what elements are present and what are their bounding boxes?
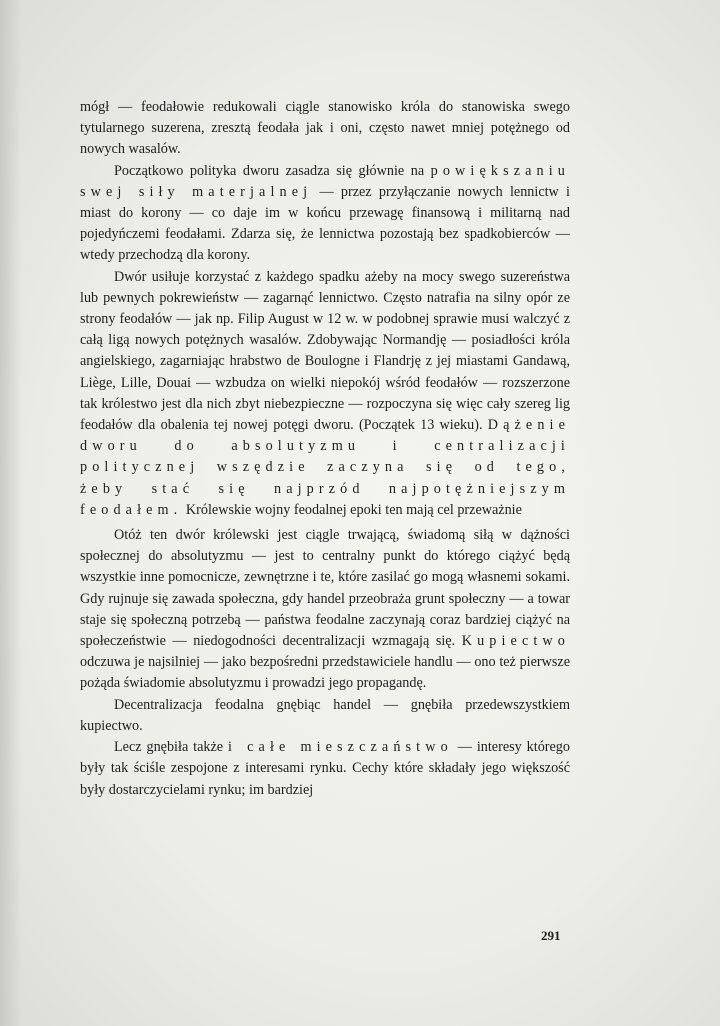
text-run: Otóż ten dwór królewski jest ciągle trwającą, świadomą siłą w dążności społecznej do absolutyzmu — jest to centralny punkt do którego ciążyć będą wszystkie inne pomocnicze, zewnętrzne i te, które zasilać go mogą własnemi sokami. Gdy rujnuje się zawada społeczna, gdy handel przeobraża grunt społeczny — a towar staje się społeczną potrzebą — państwa feodalne zaczynają coraz bardziej ciążyć na społeczeństwie — niedogodności decentralizacji wzmagają się. <box>80 527 570 650</box>
spaced-emphasis-text: powiększaniu swej siły materjalnej <box>80 162 570 200</box>
text-run: Lecz gnębiła także <box>114 739 229 756</box>
text-run: — interesy którego były tak ściśle zespojone z interesami rynku. Cechy które składały jego większość były dostarczycielami rynku; im bardziej <box>80 739 570 798</box>
paragraph-3 <box>80 267 570 521</box>
text-run: Początkowo polityka dworu zasadza się głównie na <box>114 162 431 179</box>
text-run: Królewskie wojny feodalnej epoki ten mają cel przeważnie <box>182 501 522 518</box>
text-run: odczuwa je najsilniej — jako bezpośredni przedstawiciele handlu — ono też pierwsze pożąda świadomie absolutyzmu i prowadzi jego propagandę. <box>80 654 570 692</box>
page-gutter-shadow <box>0 0 22 1026</box>
text-run: — przez przyłączanie nowych lennictw i miast do korony — co daje im w końcu przewagę finansową i militarną nad pojedyńczemi feodałami. Zdarza się, że lennictwa pozostają bez spadkobierców — wtedy przechodzą dla korony. <box>80 183 571 264</box>
spaced-emphasis-text: Kupiectwo <box>461 633 570 650</box>
spaced-emphasis-text: Dążenie dworu do absolutyzmu i centralizacji politycznej wszędzie zaczyna się od tego, żeby stać się najprzód najpotężniejszym feodałem. <box>80 417 570 518</box>
page-number: 291 <box>541 928 561 943</box>
paragraph-4 <box>80 525 570 695</box>
paragraph-5 <box>80 695 570 737</box>
spaced-emphasis-text: i całe mieszczaństwo <box>228 739 453 756</box>
text-run: Dwór usiłuje korzystać z każdego spadku ażeby na mocy swego suzereństwa lub pewnych pokrewieństw — zagarnąć lennictwo. Często natrafia na silny opór ze strony feodałów — jak np. Filip August w 12 w. w podobnej sprawie musi walczyć z całą ligą nowych potężnych wasalów. Zdobywając Normandję — posiadłości króla angielskiego, zagarniając hrabstwo de Boulogne i Flandrję z jej miastami Gandawą, Liège, Lille, Douai — wzbudza on wielki niepokój wśród feodałów — rozszerzone tak królestwo jest dla nich zbyt niebezpieczne — rozpoczyna się więc cały szereg lig feodałów dla obalenia tej nowej potęgi dworu. (Początek 13 wieku). <box>80 268 570 434</box>
text-run: Decentralizacja feodalna gnębiąc handel — gnębiła przedewszystkiem kupiectwo. <box>80 696 570 734</box>
text-run: mógł — feodałowie redukowali ciągle stanowisko króla do stanowiska swego tytularnego suzerena, zresztą feodała jak i oni, często nawet mniej potężnego od nowych wasalów. <box>80 99 570 158</box>
paragraph-1 <box>80 97 570 161</box>
paragraph-6 <box>80 737 570 801</box>
paragraph-2 <box>80 161 570 267</box>
body-text <box>80 97 570 801</box>
